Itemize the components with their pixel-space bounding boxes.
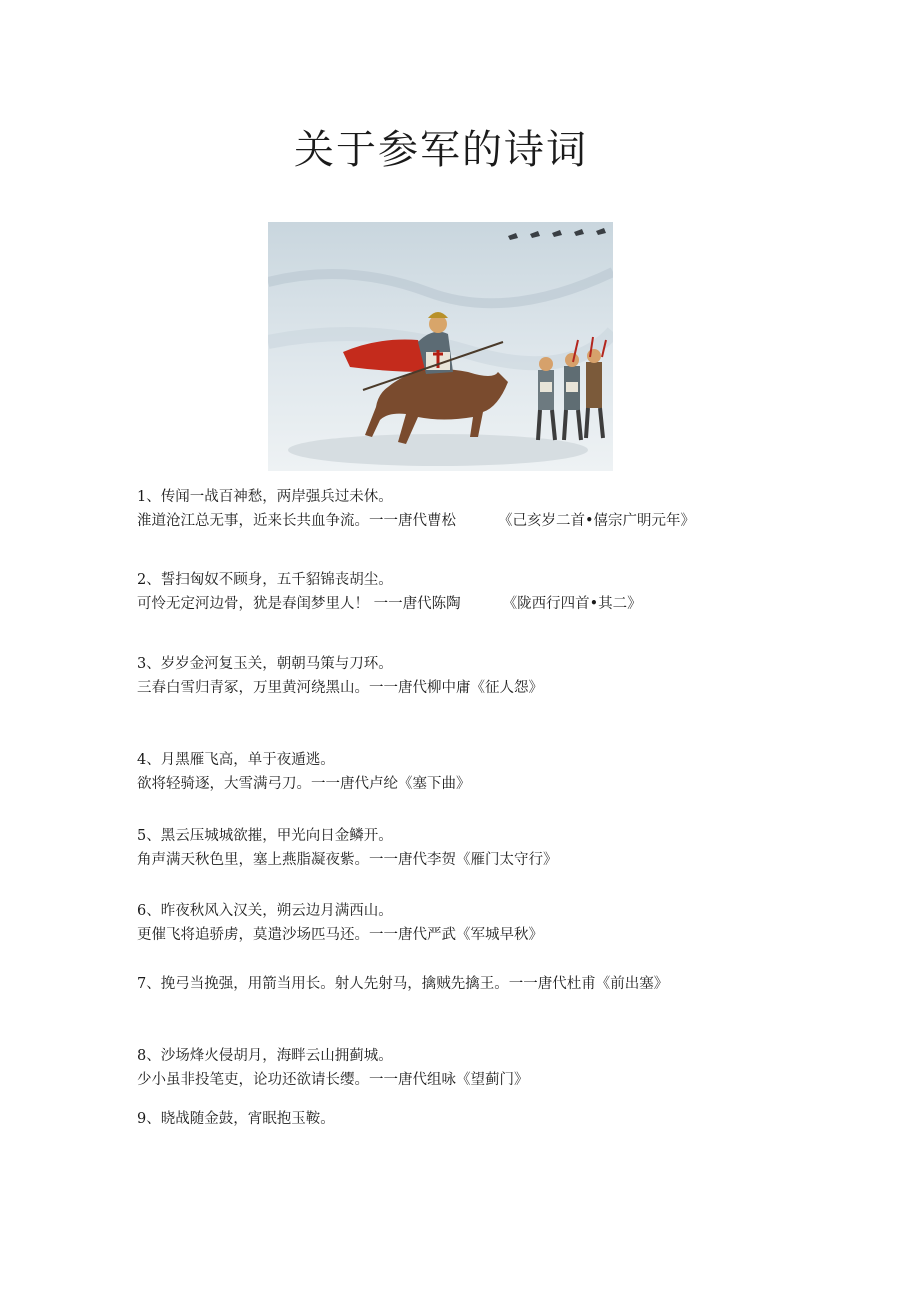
poem-9-line-1: 9、晓战随金鼓，宵眠抱玉鞍。 bbox=[137, 1111, 335, 1127]
poem-7-line-1: 7、挽弓当挽强，用箭当用长。射人先射马，擒贼先擒王。一一唐代杜甫《前出塞》 bbox=[137, 976, 669, 992]
poem-1-line-2-text: 淮道沧江总无事，近来长共血争流。一一唐代曹松 bbox=[137, 513, 456, 529]
poem-1 bbox=[137, 485, 695, 533]
illustration-general-on-horseback bbox=[268, 222, 613, 471]
poem-5 bbox=[137, 824, 558, 872]
poem-8 bbox=[137, 1044, 529, 1092]
poem-5-line-1: 5、黑云压城城欲摧，甲光向日金鳞开。 bbox=[137, 828, 393, 844]
poem-9 bbox=[137, 1107, 335, 1131]
poem-2-line-2 bbox=[137, 592, 642, 616]
poem-4-line-1: 4、月黑雁飞高，单于夜遁逃。 bbox=[137, 752, 335, 768]
poem-2-line-2-text: 可怜无定河边骨，犹是春闺梦里人！ 一一唐代陈陶 bbox=[137, 596, 461, 612]
poem-1-line-2 bbox=[137, 509, 695, 533]
poem-8-line-2: 少小虽非投笔吏，论功还欲请长缨。一一唐代组咏《望蓟门》 bbox=[137, 1072, 529, 1088]
poem-8-line-1: 8、沙场烽火侵胡月，海畔云山拥蓟城。 bbox=[137, 1048, 393, 1064]
poem-3-line-2: 三春白雪归青冢，万里黄河绕黑山。一一唐代柳中庸《征人怨》 bbox=[137, 680, 543, 696]
poem-6 bbox=[137, 899, 543, 947]
poem-7 bbox=[137, 972, 668, 996]
poem-6-line-2: 更催飞将追骄虏，莫遣沙场匹马还。一一唐代严武《军城早秋》 bbox=[137, 927, 543, 943]
poem-5-line-2: 角声满天秋色里，塞上燕脂凝夜紫。一一唐代李贺《雁门太守行》 bbox=[137, 852, 558, 868]
poem-1-source: 《己亥岁二首•僖宗广明元年》 bbox=[498, 513, 696, 529]
painting-image bbox=[268, 222, 613, 471]
poem-2-source: 《陇西行四首•其二》 bbox=[502, 596, 642, 612]
poem-4-line-2: 欲将轻骑逐，大雪满弓刀。一一唐代卢纶《塞下曲》 bbox=[137, 776, 471, 792]
poem-3 bbox=[137, 652, 543, 700]
poem-2-line-1: 2、誓扫匈奴不顾身，五千貂锦丧胡尘。 bbox=[137, 572, 393, 588]
poem-2 bbox=[137, 568, 642, 616]
poem-3-line-1: 3、岁岁金河复玉关，朝朝马策与刀环。 bbox=[137, 656, 393, 672]
poem-1-line-1: 1、传闻一战百神愁，两岸强兵过未休。 bbox=[137, 489, 393, 505]
poem-4 bbox=[137, 748, 471, 796]
page-title: 关于参军的诗词 bbox=[294, 127, 588, 173]
poem-6-line-1: 6、昨夜秋风入汉关，朔云边月满西山。 bbox=[137, 903, 393, 919]
